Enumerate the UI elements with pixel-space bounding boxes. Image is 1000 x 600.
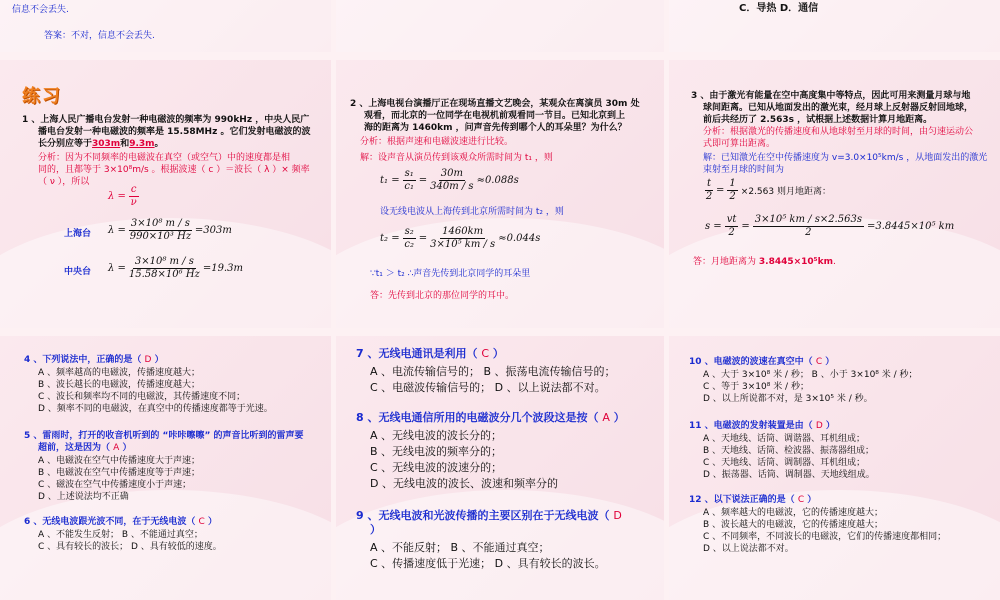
question-line: ） — [370, 523, 381, 536]
question-line: 2 、上海电视台演播厅正在现场直播文艺晚会，某观众在离演员 30m 处 — [350, 99, 640, 109]
panel-questions-7-9 — [336, 336, 664, 600]
answer-text: 答：月地距离为 3.8445×10⁵km. — [693, 257, 836, 267]
option: C 、无线电波的波速分的； — [370, 461, 503, 474]
option: D 、频率不同的电磁波，在真空中的传播速度都等于光速。 — [38, 404, 273, 414]
practice-title: 练习 — [22, 86, 62, 107]
solution-line: 设无线电波从上海传到北京所需时间为 t₂ ，则 — [380, 207, 564, 217]
answer-blank: 303m — [92, 139, 121, 149]
panel-practice-3 — [669, 60, 1000, 328]
question-line: 播电台发射一种电磁波的频率是 15.58MHz 。它们发射电磁波的波 — [38, 127, 311, 137]
analysis-line: 同的，且都等于 3×10⁸m/s 。根据波速（ c ）＝波长（ λ ）× 频率 — [38, 165, 310, 175]
option: A 、不能反射； B 、不能通过真空； — [370, 541, 550, 554]
solution-line: 解：已知激光在空中传播速度为 v=3.0×10⁵km/s ，从地面发出的激光 — [703, 153, 988, 163]
question-line: 海的距离为 1460km ，问声音先传到哪个人的耳朵里？为什么？ — [364, 123, 627, 133]
panel-top-middle — [336, 0, 664, 52]
analysis-line: 分析：根据激光的传播速度和从地球射至月球的时间，由匀速运动公 — [703, 127, 974, 137]
option: C 、等于 3×10⁸ 米 / 秒； — [703, 382, 809, 392]
option: D 、无线电波的波长、波速和频率分的 — [370, 477, 558, 490]
option: C 、电磁波传输信号的； D 、以上说法都不对。 — [370, 381, 606, 394]
option: D 、振荡器、话筒、调制器、天地线组成。 — [703, 470, 875, 480]
panel-practice-2 — [336, 60, 664, 328]
question-line: 3 、由于激光有能量在空中高度集中等特点，因此可用来测量月球与地 — [691, 91, 971, 101]
formula-shanghai: λ = $\frac{\text{3×10⁸ m / s}}{\text{990×10³ Hz}}$ =303m — [108, 218, 232, 242]
analysis-line: （ ν ），所以 — [38, 177, 90, 187]
panel-top-right — [669, 0, 1000, 52]
question-line: 10 、电磁波的波速在真空中（ C ） — [689, 357, 835, 367]
solution-line: 束射至月球的时间为 — [703, 165, 785, 175]
option: A 、无线电波的波长分的； — [370, 429, 503, 442]
formula-t2: t₂ = $\frac{\text{s₂}}{\text{c₂}}$ = $\frac{1460km}{\text{3×10⁵ km / s}}$ ≈0.044s — [380, 226, 541, 250]
option: D 、以上所说都不对，是 3×10⁵ 米 / 秒。 — [703, 394, 873, 404]
formula-t1: t₁ = $\frac{\text{s₁}}{\text{c₁}}$ = $\frac{30m}{340m / s}$ ≈0.088s — [380, 168, 519, 192]
analysis-line: 分析：因为不同频率的电磁波在真空（或空气）中的速度都是相 — [38, 153, 291, 163]
question-line: 5 、雷雨时，打开的收音机听到的 “咔咔嚓嚓” 的声音比听到的雷声要 — [24, 431, 304, 441]
option: A 、天地线、话筒、调谐器、耳机组成； — [703, 434, 866, 444]
option: A 、电流传输信号的； B 、振荡电流传输信号的； — [370, 365, 616, 378]
answer-text: 答：先传到北京的那位同学的耳中。 — [370, 291, 515, 301]
question-line: 长分别应等于303m和9.3m。 — [38, 139, 164, 149]
question-line: 8 、无线电通信所用的电磁波分几个波段这是按（ A ） — [356, 411, 625, 424]
formula-central: λ = $\frac{\text{3×10⁸ m / s}}{\text{15.58×10⁶ Hz}}$ =19.3m — [108, 256, 243, 280]
option: B 、天地线、话筒、检波器、振荡器组成； — [703, 446, 875, 456]
option: C 、波长和频率均不同的电磁波，其传播速度不同； — [38, 392, 246, 402]
option: D 、上述说法均不正确 — [38, 492, 129, 502]
formula-distance: s = $\frac{vt}{2}$ = $\frac{\text{3×10⁵ km / s×2.563s}}{2}$ =3.8445×10⁵ km — [705, 214, 955, 238]
answer-blank: 9.3m — [129, 139, 155, 149]
question-line: 7 、无线电通讯是利用（ C ） — [356, 347, 504, 360]
question-line: 球间距离。已知从地面发出的激光束，经月球上反射器反射回地球， — [703, 103, 974, 113]
solution-line: 解：设声音从演员传到该观众所需时间为 t₁ ，则 — [360, 153, 553, 163]
option: B 、波长越大的电磁波，它的传播速度越大； — [703, 520, 884, 530]
option: A 、频率越大的电磁波，它的传播速度越大； — [703, 508, 884, 518]
panel-top-left — [0, 0, 331, 52]
question-line: 9 、无线电波和光波传播的主要区别在于无线电波（ D — [356, 509, 622, 522]
question-line: 超前，这是因为（ A ） — [38, 443, 132, 453]
option: C 、天地线、话筒、调制器、耳机组成； — [703, 458, 866, 468]
formula-half-time: $\frac{t}{2}$ = $\frac{1}{2}$ ×2.563 则月地距离： — [705, 178, 831, 202]
label-central: 中央台 — [64, 267, 92, 277]
analysis-line: 分析：根据声速和电磁波速进行比较。 — [360, 137, 514, 147]
option: B 、波长越长的电磁波，传播速度越大； — [38, 380, 201, 390]
question-line: 1 、上海人民广播电台发射一种电磁波的频率为 990kHz ，中央人民广 — [22, 115, 310, 125]
panel-practice-1 — [0, 60, 331, 328]
conclusion-line: ∵t₁ ＞ t₂ ∴声音先传到北京同学的耳朵里 — [370, 269, 531, 279]
option: C 、具有较长的波长； D 、具有较低的速度。 — [38, 542, 222, 552]
option: B 、电磁波在空气中传播速度等于声速； — [38, 468, 201, 478]
option: B 、无线电波的频率分的； — [370, 445, 503, 458]
option: C 、不同频率，不同波长的电磁波，它们的传播速度都相同； — [703, 532, 947, 542]
question-line: 4 、下列说法中，正确的是（ D ） — [24, 355, 164, 365]
option: C 、磁波在空气中传播速度小于声速； — [38, 480, 192, 490]
text-line: 信息不会丢失. — [12, 5, 69, 15]
option: A 、不能发生反射； B 、不能通过真空； — [38, 530, 203, 540]
option: A 、频率越高的电磁波，传播速度越大； — [38, 368, 201, 378]
analysis-line: 式即可算出距离。 — [703, 139, 776, 149]
question-line: 12 、以下说法正确的是（ C ） — [689, 495, 817, 505]
question-line: 观看，而北京的一位同学在电视机前观看同一节目。已知北京到上 — [364, 111, 626, 121]
panel-questions-4-6 — [0, 336, 331, 600]
answer-text: 答案：不对，信息不会丢失. — [44, 31, 155, 41]
question-line: 前后共经历了 2.563s ，试根据上述数据计算月地距离。 — [703, 115, 933, 125]
formula-lambda: λ = $\frac{c}{\nu}$ — [108, 184, 137, 208]
panel-questions-10-12 — [669, 336, 1000, 600]
option: A 、电磁波在空气中传播速度大于声速； — [38, 456, 201, 466]
options-text: C．导热 D．通信 — [739, 3, 819, 14]
question-line: 11 、电磁波的发射装置是由（ D ） — [689, 421, 835, 431]
option: C 、传播速度低于光速； D 、具有较长的波长。 — [370, 557, 606, 570]
option: D 、以上说法都不对。 — [703, 544, 794, 554]
question-line: 6 、无线电波跟光波不同，在于无线电波（ C ） — [24, 517, 217, 527]
label-shanghai: 上海台 — [64, 229, 92, 239]
option: A 、大于 3×10⁸ 米 / 秒； B 、小于 3×10⁸ 米 / 秒； — [703, 370, 918, 380]
